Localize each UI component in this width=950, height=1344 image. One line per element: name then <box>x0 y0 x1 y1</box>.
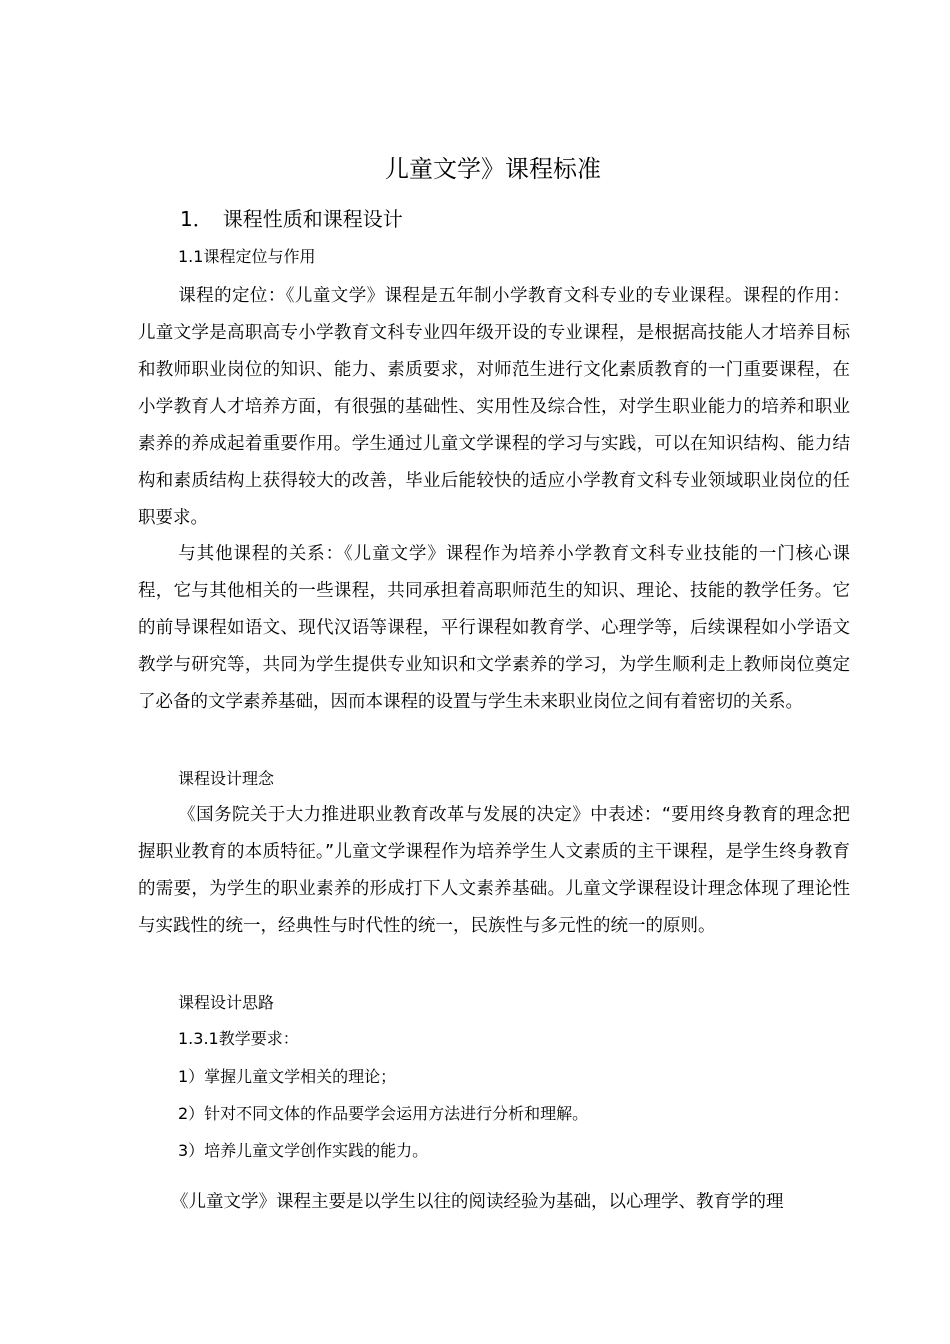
section-number: 1． <box>180 207 213 231</box>
paragraph-course-basis: 《儿童文学》课程主要是以学生以往的阅读经验为基础，以心理学、教育学的理 <box>171 1192 784 1212</box>
requirement-item: 3）培养儿童文学创作实践的能力。 <box>178 1141 429 1160</box>
requirement-item: 1）掌握儿童文学相关的理论； <box>178 1067 397 1086</box>
heading-design-concept: 课程设计理念 <box>178 769 275 788</box>
subsection-heading-1-1: 1.1课程定位与作用 <box>178 247 316 266</box>
paragraph-course-relations: 与其他课程的关系：《儿童文学》课程作为培养小学教育文科专业技能的一门核心课程，它与其他相关的一些课程，共同承担着高职师范生的知识、理论、技能的教学任务。它的前导课程如语文、现代汉语等课程，平行课程如教育学、心理学等，后续课程如小学语文教学与研究等，共同为学生提供专业知识和文学素养的学习，为学生顺利走上教师岗位奠定了必备的文学素养基础，因而本课程的设置与学生未来职业岗位之间有着密切的关系。 <box>138 544 850 712</box>
section-heading-1 <box>180 202 403 236</box>
requirement-item: 2）针对不同文体的作品要学会运用方法进行分析和理解。 <box>178 1104 589 1123</box>
paragraph-course-positioning: 课程的定位：《儿童文学》课程是五年制小学教育文科专业的专业课程。课程的作用：儿童文学是高职高专小学教育文科专业四年级开设的专业课程，是根据高技能人才培养目标和教师职业岗位的知识、能力、素质要求，对师范生进行文化素质教育的一门重要课程，在小学教育人才培养方面，有很强的基础性、实用性及综合性，对学生职业能力的培养和职业素养的养成起着重要作用。学生通过儿童文学课程的学习与实践，可以在知识结构、能力结构和素质结构上获得较大的改善，毕业后能较快的适应小学教育文科专业领域职业岗位的任职要求。 <box>138 286 850 528</box>
section-heading-text: 课程性质和课程设计 <box>222 207 403 231</box>
paragraph-design-concept: 《国务院关于大力推进职业教育改革与发展的决定》中表述：“要用终身教育的理念把握职业教育的本质特征。”儿童文学课程作为培养学生人文素质的主干课程，是学生终身教育的需要，为学生的职业素养的形成打下人文素养基础。儿童文学课程设计理念体现了理论性与实践性的统一，经典性与时代性的统一，民族性与多元性的统一的原则。 <box>138 805 850 936</box>
heading-design-approach: 课程设计思路 <box>178 993 275 1012</box>
document-title: 儿童文学》课程标准 <box>385 155 601 183</box>
subsection-heading-1-3-1: 1.3.1教学要求： <box>178 1029 299 1048</box>
